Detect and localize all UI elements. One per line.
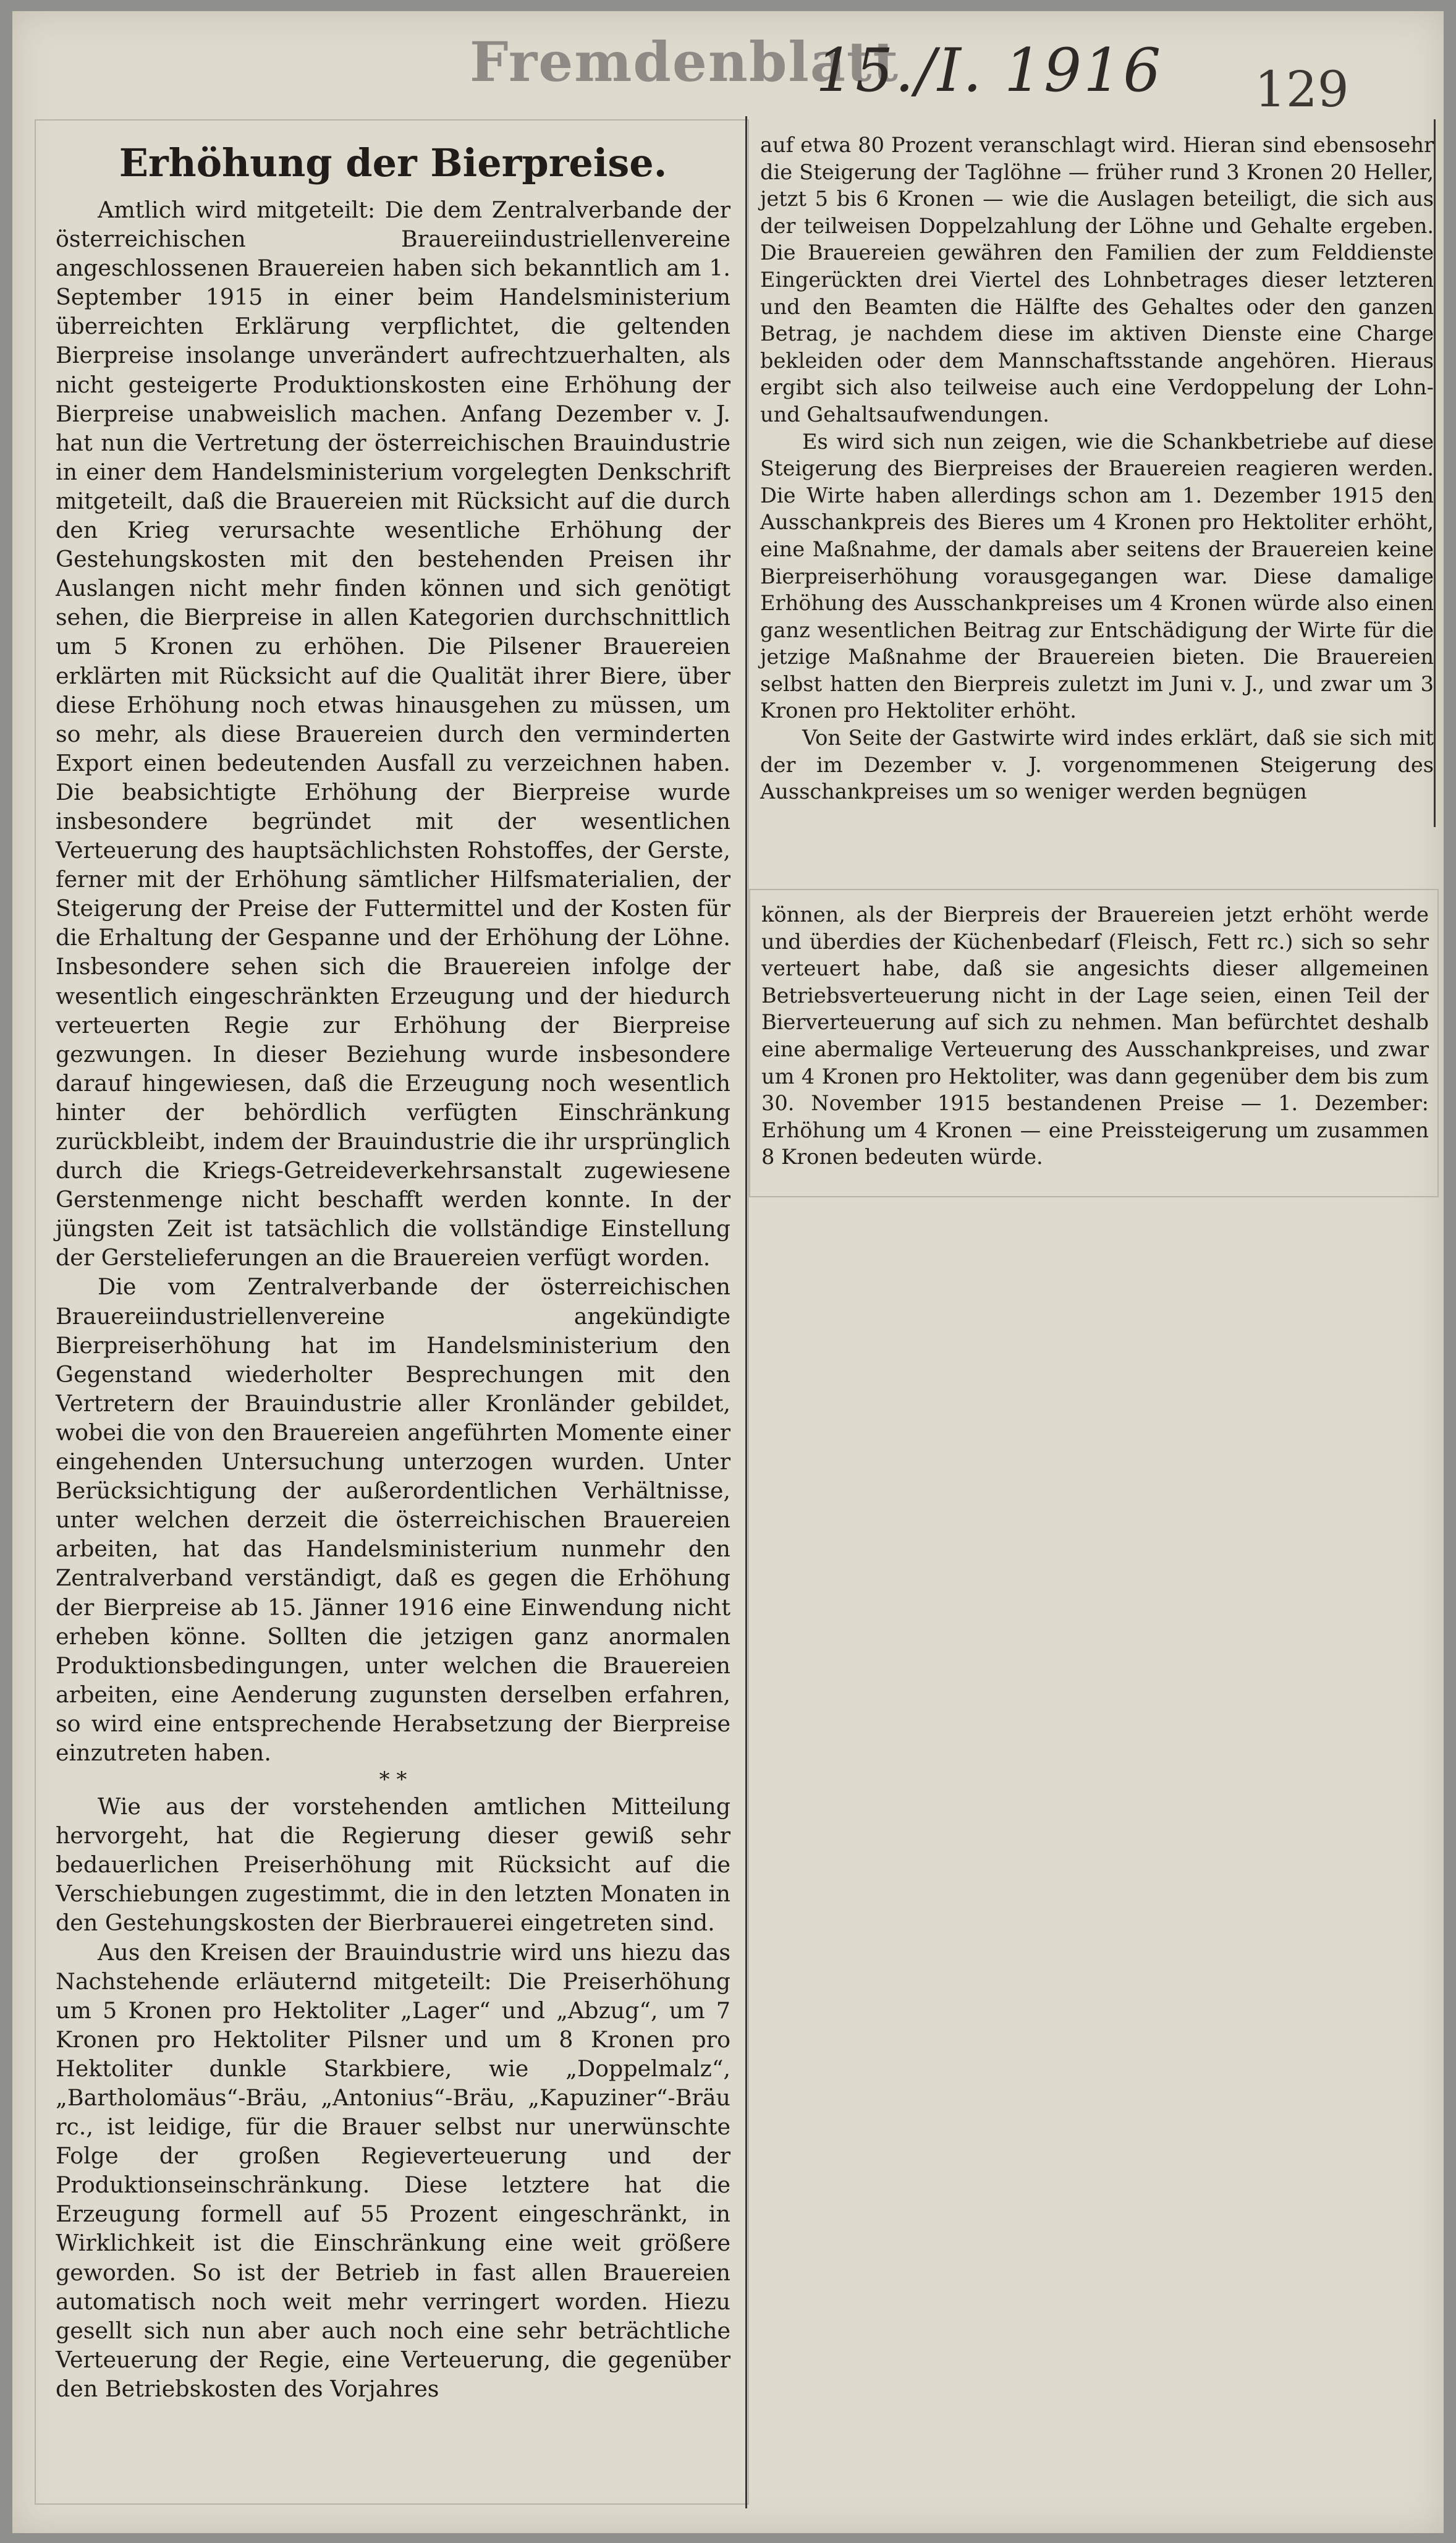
newspaper-clipping-sheet bbox=[12, 11, 1444, 2533]
section-separator-asterisks: * * bbox=[379, 1767, 407, 1793]
article-paragraph: können, als der Bierpreis der Brauereien jetzt erhöht werde und überdies der Küchenbedarf (Fleisch, Fett rc.) sich so sehr verteuert habe, daß sie angesichts dieser allgemeinen Betriebsverteuerung nicht in der Lage seien, einen Teil der Bierverteuerung auf sich zu nehmen. Man befürchtet deshalb eine abermalige Verteuerung des Ausschankpreises, und zwar um 4 Kronen pro Hektoliter, was dann gegenüber dem bis zum 30. November 1915 bestandenen Preise — 1. Dezember: Erhöhung um 4 Kronen — eine Preissteigerung um zusammen 8 Kronen bedeuten würde. bbox=[761, 902, 1429, 1170]
article-paragraph: Wie aus der vorstehenden amtlichen Mitteilung hervorgeht, hat die Regierung dieser gewiß sehr bedauerlichen Preiserhöhung mit Rücksicht auf die Verschiebungen zugestimmt, die in den letzten Monaten in den Gestehungskosten der Bierbrauerei eingetreten sind. bbox=[56, 1793, 730, 1937]
handwritten-date: 15./I. 1916 bbox=[816, 36, 1163, 105]
article-paragraph: Es wird sich nun zeigen, wie die Schankbetriebe auf diese Steigerung des Bierpreises der Brauereien reagieren werden. Die Wirte haben allerdings schon am 1. Dezember 1915 den Ausschankpreis des Bieres um 4 Kronen pro Hektoliter erhöht, eine Maßnahme, der damals aber seitens der Brauereien keine Bierpreiserhöhung vorausgegangen war. Diese damalige Erhöhung des Ausschankpreises um 4 Kronen würde also einen ganz wesentlichen Beitrag zur Entschädigung der Wirte für die jetzige Maßnahme der Brauereien bieten. Die Brauereien selbst hatten den Bierpreis zuletzt im Juni v. J., und zwar um 3 Kronen pro Hektoliter erhöht. bbox=[760, 429, 1434, 723]
article-column-right-continuation bbox=[761, 901, 1429, 1171]
article-paragraph: Die vom Zentralverbande der österreichischen Brauereiindustriellenvereine angekündigte Bierpreiserhöhung hat im Handelsministerium den Gegenstand wiederholter Besprechungen mit den Vertretern der Brauindustrie aller Kronländer gebildet, wobei die von den Brauereien angeführten Momente einer eingehenden Untersuchung unterzogen wurden. Unter Berücksichtigung der außerordentlichen Verhältnisse, unter welchen derzeit die österreichischen Brauereien arbeiten, hat das Handelsministerium nunmehr den Zentralverband verständigt, daß es gegen die Erhöhung der Bierpreise ab 15. Jänner 1916 eine Einwendung nicht erheben könne. Sollten die jetzigen ganz anormalen Produktionsbedingungen, unter welchen die Brauereien arbeiten, eine Aenderung zugunsten derselben erfahren, so wird eine entsprechende Herabsetzung der Bierpreise einzutreten haben. bbox=[56, 1273, 730, 1766]
article-paragraph: Aus den Kreisen der Brauindustrie wird uns hiezu das Nachstehende erläuternd mitgeteilt: Die Preiserhöhung um 5 Kronen pro Hektoliter „Lager“ und „Abzug“, um 7 Kronen pro Hektoliter Pilsner und um 8 Kronen pro Hektoliter dunkle Starkbiere, wie „Doppelmalz“, „Bartholomäus“-Bräu, „Antonius“-Bräu, „Kapuziner“-Bräu rc., ist leidige, für die Brauer selbst nur unerwünschte Folge der großen Regieverteuerung und der Produktionseinschränkung. Diese letztere hat die Erzeugung formell auf 55 Prozent eingeschränkt, in Wirklichkeit ist die Einschränkung eine weit größere geworden. So ist der Betrieb in fast allen Brauereien automatisch noch weit mehr verringert worden. Hiezu gesellt sich nun aber auch noch eine sehr beträchtliche Verteuerung der Regie, eine Verteuerung, die gegenüber den Betriebskosten des Vorjahres bbox=[56, 1938, 730, 2402]
article-paragraph: Amtlich wird mitgeteilt: Die dem Zentralverbande der österreichischen Brauereiindustriellenvereine angeschlossenen Brauereien haben sich bekanntlich am 1. September 1915 in einer beim Handelsministerium überreichten Erklärung verpflichtet, die geltenden Bierpreise insolange unverändert aufrechtzuerhalten, als nicht gesteigerte Produktionskosten eine Erhöhung der Bierpreise unabweislich machen. Anfang Dezember v. J. hat nun die Vertretung der österreichischen Brauindustrie in einer dem Handelsministerium vorgelegten Denkschrift mitgeteilt, daß die Brauereien mit Rücksicht auf die durch den Krieg verursachte wesentliche Erhöhung der Gestehungskosten mit den bestehenden Preisen ihr Auslangen nicht mehr finden können und sich genötigt sehen, die Bierpreise in allen Kategorien durchschnittlich um 5 Kronen zu erhöhen. Die Pilsener Brauereien erklärten mit Rücksicht auf die Qualität ihrer Biere, über diese Erhöhung noch etwas hinausgehen zu müssen, um so mehr, als diese Brauereien durch den verminderten Export einen bedeutenden Ausfall zu verzeichnen haben. Die beabsichtigte Erhöhung der Bierpreise wurde insbesondere begründet mit der wesentlichen Verteuerung des hauptsächlichsten Rohstoffes, der Gerste, ferner mit der Erhöhung sämtlicher Hilfsmaterialien, der Steigerung der Preise der Futtermittel und der Kosten für die Erhaltung der Gespanne und der Erhöhung der Löhne. Insbesondere sehen sich die Brauereien infolge der wesentlich eingeschränkten Erzeugung und der hiedurch verteuerten Regie zur Erhöhung der Bierpreise gezwungen. In dieser Beziehung wurde insbesondere darauf hingewiesen, daß die Erzeugung noch wesentlich hinter der behördlich verfügten Einschränkung zurückbleibt, indem der Brauindustrie die ihr ursprünglich durch die Kriegs-Getreideverkehrsanstalt zugewiesene Gerstenmenge nicht beschafft werden konnte. In der jüngsten Zeit ist tatsächlich die vollständige Einstellung der Gerstelieferungen an die Brauereien verfügt worden. bbox=[56, 197, 730, 1272]
newspaper-name-stamp: Fremdenblatt bbox=[470, 30, 900, 94]
article-paragraph: auf etwa 80 Prozent veranschlagt wird. Hieran sind ebensosehr die Steigerung der Taglöhne — früher rund 3 Kronen 20 Heller, jetzt 5 bis 6 Kronen — wie die Auslagen beteiligt, die sich aus der teilweisen Doppelzahlung der Löhne und Gehalte ergeben. Die Brauereien gewähren den Familien der zum Felddienste Eingerückten drei Viertel des Lohnbetrages dieser letzteren und den Beamten die Hälfte des Gehaltes oder den ganzen Betrag, je nachdem diese im aktiven Dienste eine Charge bekleiden oder dem Mannschaftsstande angehören. Hieraus ergibt sich also teilweise auch eine Verdoppelung der Lohn- und Gehaltsaufwendungen. bbox=[760, 133, 1434, 427]
article-title: Erhöhung der Bierpreise. bbox=[119, 140, 667, 185]
article-paragraph: Von Seite der Gastwirte wird indes erklärt, daß sie sich mit der im Dezember v. J. vorgenommenen Steigerung des Ausschankpreises um so weniger werden begnügen bbox=[760, 726, 1434, 804]
article-column-right-top bbox=[760, 132, 1434, 805]
column-divider-right bbox=[1434, 119, 1436, 827]
column-divider-left bbox=[745, 116, 747, 2508]
page-number: 129 bbox=[1255, 61, 1349, 118]
article-column-left bbox=[56, 135, 730, 2403]
